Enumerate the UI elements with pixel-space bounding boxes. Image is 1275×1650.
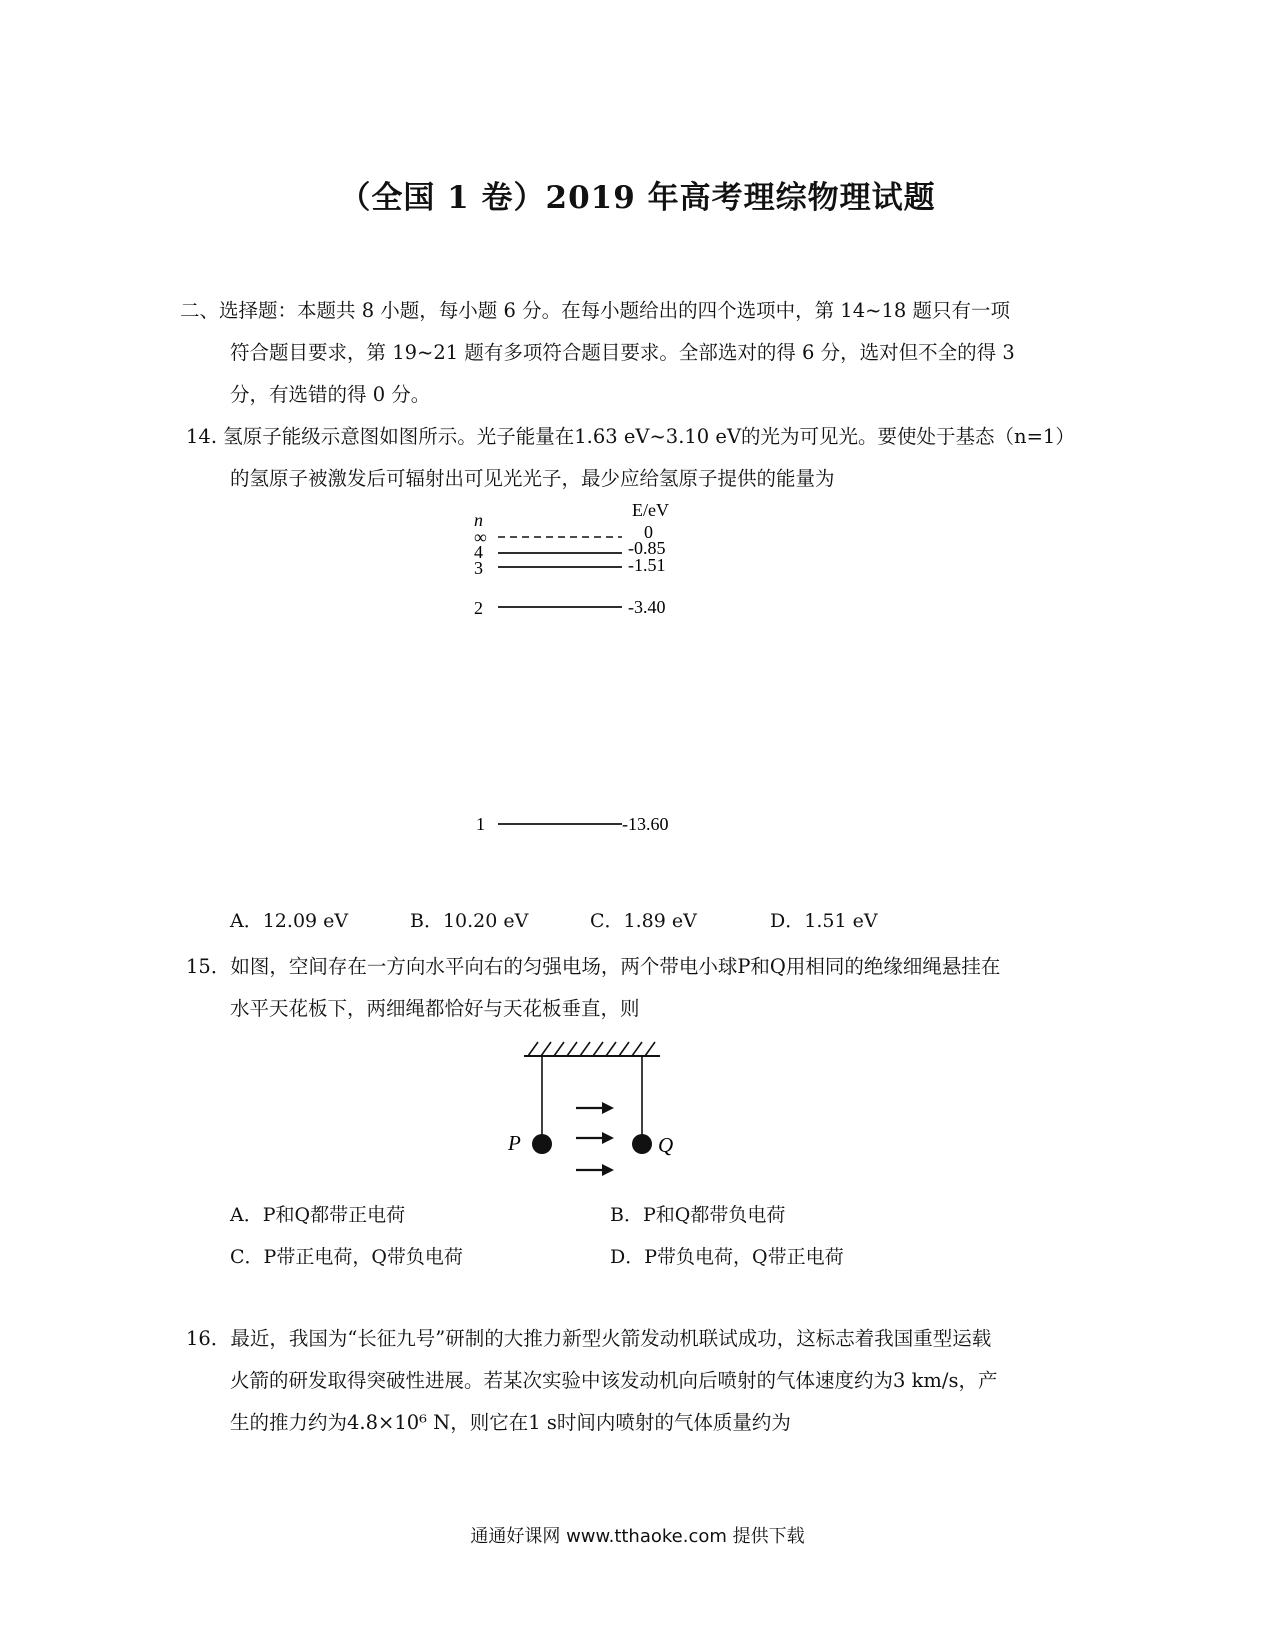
ball-p [532, 1134, 552, 1154]
level-n-3: 3 [474, 558, 483, 578]
q15-stem-line-1: 15．如图，空间存在一方向水平向右的匀强电场，两个带电小球P和Q用相同的绝缘细绳悬挂在 [186, 955, 1001, 978]
level-n-4: 4 [474, 542, 483, 562]
level-n-1: 1 [476, 814, 485, 834]
n-axis-label: n [474, 510, 483, 530]
level-e-2: -3.40 [628, 597, 666, 617]
energy-axis-label: E/eV [632, 500, 669, 520]
section-instruction-line-2: 符合题目要求，第 19~21 题有多项符合题目要求。全部选对的得 6 分，选对但不全的得 3 [230, 341, 1015, 364]
section-instruction-line-1: 二、选择题：本题共 8 小题，每小题 6 分。在每小题给出的四个选项中，第 14~18 题只有一项 [180, 299, 1010, 322]
page-footer: 通通好课网 www.tthaoke.com 提供下载 [470, 1526, 805, 1547]
level-n-2: 2 [474, 598, 483, 618]
energy-level-diagram [460, 498, 720, 848]
q14-option-c[interactable]: C．1.89 eV [590, 910, 697, 932]
charged-balls-diagram [500, 1036, 700, 1216]
section-instruction-line-3: 分，有选错的得 0 分。 [230, 383, 431, 406]
level-e-1: -13.60 [622, 814, 669, 834]
level-n-inf: ∞ [474, 527, 487, 547]
field-arrows [576, 1102, 614, 1176]
label-q: Q [658, 1133, 674, 1157]
q16-stem-line-2: 火箭的研发取得突破性进展。若某次实验中该发动机向后喷射的气体速度约为3 km/s，产 [230, 1369, 998, 1392]
q14-option-b[interactable]: B．10.20 eV [410, 910, 529, 932]
q15-option-d[interactable]: D．P带负电荷，Q带正电荷 [610, 1246, 844, 1268]
page-title: （全国 1 卷）2019 年高考理综物理试题 [339, 180, 936, 216]
ball-q [632, 1134, 652, 1154]
ceiling-hatching [528, 1042, 655, 1056]
q15-option-b[interactable]: B．P和Q都带负电荷 [610, 1204, 786, 1226]
q14-option-d[interactable]: D．1.51 eV [770, 910, 878, 932]
level-e-3: -1.51 [628, 555, 666, 575]
q15-stem-line-2: 水平天花板下，两细绳都恰好与天花板垂直，则 [230, 997, 640, 1020]
label-p: P [508, 1131, 521, 1155]
q16-stem-line-1: 16．最近，我国为“长征九号”研制的大推力新型火箭发动机联试成功，这标志着我国重型运载 [186, 1327, 992, 1350]
q16-stem-line-3: 生的推力约为4.8×10⁶ N，则它在1 s时间内喷射的气体质量约为 [230, 1411, 791, 1434]
q15-option-a[interactable]: A．P和Q都带正电荷 [230, 1204, 406, 1226]
q14-option-a[interactable]: A．12.09 eV [230, 910, 349, 932]
q14-stem-line-2: 的氢原子被激发后可辐射出可见光光子，最少应给氢原子提供的能量为 [230, 467, 835, 490]
q15-option-c[interactable]: C．P带正电荷，Q带负电荷 [230, 1246, 463, 1268]
level-e-inf: 0 [644, 522, 653, 542]
q14-stem-line-1: 14. 氢原子能级示意图如图所示。光子能量在1.63 eV~3.10 eV的光为可见光。要使处于基态（n=1） [186, 425, 1075, 448]
level-e-4: -0.85 [628, 538, 666, 558]
